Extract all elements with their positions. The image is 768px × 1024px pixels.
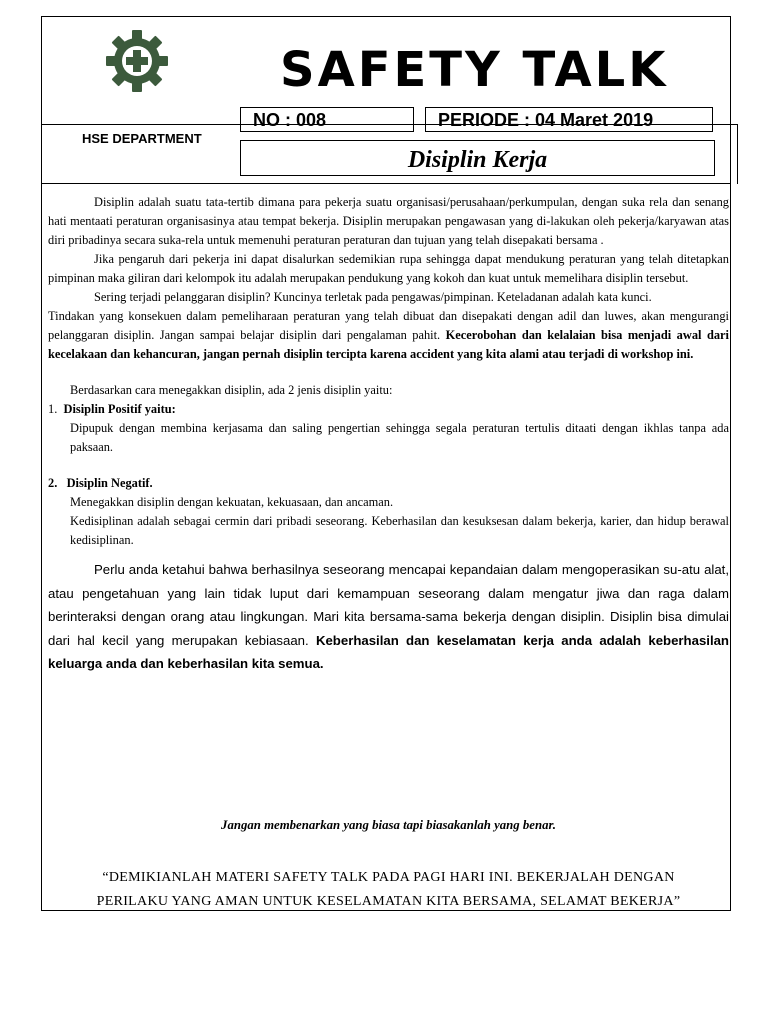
topic-title: Disiplin Kerja [240,140,715,176]
closing-statement [48,866,729,914]
paragraph-3: Sering terjadi pelanggaran disiplin? Kuncinya terletak pada pengawas/pimpinan. Keteladanan adalah kata kunci. [94,290,652,304]
paragraph-5-text: Perlu anda ketahui bahwa berhasilnya seseorang mencapai kepandaian dalam mengoperasikan su-atu alat, atau pengetahuan yang lain tidak luput dari kemampuan seseorang dalam mengatur jiwa dan raga dalam berinteraksi dengan orang atau lingkungan. Mari kita bersama-sama bekerja dengan disiplin. Disiplin bisa dimulai dari hal kecil yang merupakan kebiasaan. [48,562,729,648]
types-intro: Berdasarkan cara menegakkan disiplin, ada 2 jenis disiplin yaitu: [70,383,393,397]
paragraph-4 [48,307,729,364]
paragraph-4-text: Tindakan yang konsekuen dalam pemeliharaan peraturan yang telah dibuat dan disepakati dengan adil dan luwes, akan mengurangi pelanggaran disiplin. Jangan sampai belajar disiplin dari pengalaman pahit. [48,309,729,342]
type-2-description-1: Menegakkan disiplin dengan kekuatan, kekuasaan, dan ancaman. [70,495,394,509]
motto: Jangan membenarkan yang biasa tapi biasakanlah yang benar. [221,818,556,832]
document-number: NO : 008 [240,107,414,132]
paragraph-4-emphasis: Kecerobohan dan kelalaian bisa menjadi awal dari kecelakaan dan kehancuran, jangan pernah disiplin tercipta karena accident yang kita alami atau terjadi di workshop ini. [48,328,729,361]
paragraph-5-emphasis: Keberhasilan dan keselamatan kerja anda adalah keberhasilan keluarga anda dan keberhasilan kita semua. [48,632,729,672]
closing-line-2: PERILAKU YANG AMAN UNTUK KESELAMATAN KITA BERSAMA, SELAMAT BEKERJA” [96,894,681,909]
type-1-title: Disiplin Positif yaitu: [63,402,176,416]
paragraph-2: Jika pengaruh dari pekerja ini dapat disalurkan sedemikian rupa sehingga dapat mendukung peraturan yang telah ditetapkan pimpinan maka giliran dari kelompok itu adalah merupakan pendukung yang kokoh dan kuat untuk memelihara disiplin tersebut. [48,252,729,285]
type-2-title: Disiplin Negatif. [66,476,153,490]
body-divider [41,183,731,184]
type-1-description: Dipupuk dengan membina kerjasama dan saling pengertian sehingga segala peraturan tertulis ditaati dengan ikhlas tanpa ada paksaan. [70,421,729,454]
closing-line-1: “DEMIKIANLAH MATERI SAFETY TALK PADA PAGI HARI INI. BEKERJALAH DENGAN [102,870,675,885]
document-period: PERIODE : 04 Maret 2019 [425,107,713,132]
header-right-edge [737,124,738,184]
type-2-description-2: Kedisiplinan adalah sebagai cermin dari pribadi seseorang. Keberhasilan dan kesuksesan dalam bekerja, karier, dan hidup berawal kedisiplinan. [70,514,729,547]
document-body [48,193,729,676]
type-2-heading [48,474,729,493]
type-2-number: 2. [48,476,58,490]
paragraph-5 [48,558,729,676]
department-label: HSE DEPARTMENT [82,131,202,146]
document-title: SAFETY TALK [280,42,669,98]
paragraph-1: Disiplin adalah suatu tata-tertib dimana para pekerja suatu organisasi/perusahaan/perkumpulan, dengan suka rela dan senang hati mentaati peraturan organisasinya atau tempat bekerja. Disiplin merupakan pengawasan yang di-lakukan oleh pekerja/karyawan atas diri pribadinya secara suka-rela untuk memenuhi peraturan peraturan dan tujuan yang telah disepakati bersama . [48,195,729,247]
type-1-number: 1. [48,402,58,416]
type-1-heading [48,400,729,419]
gear-cross-icon [96,28,178,94]
